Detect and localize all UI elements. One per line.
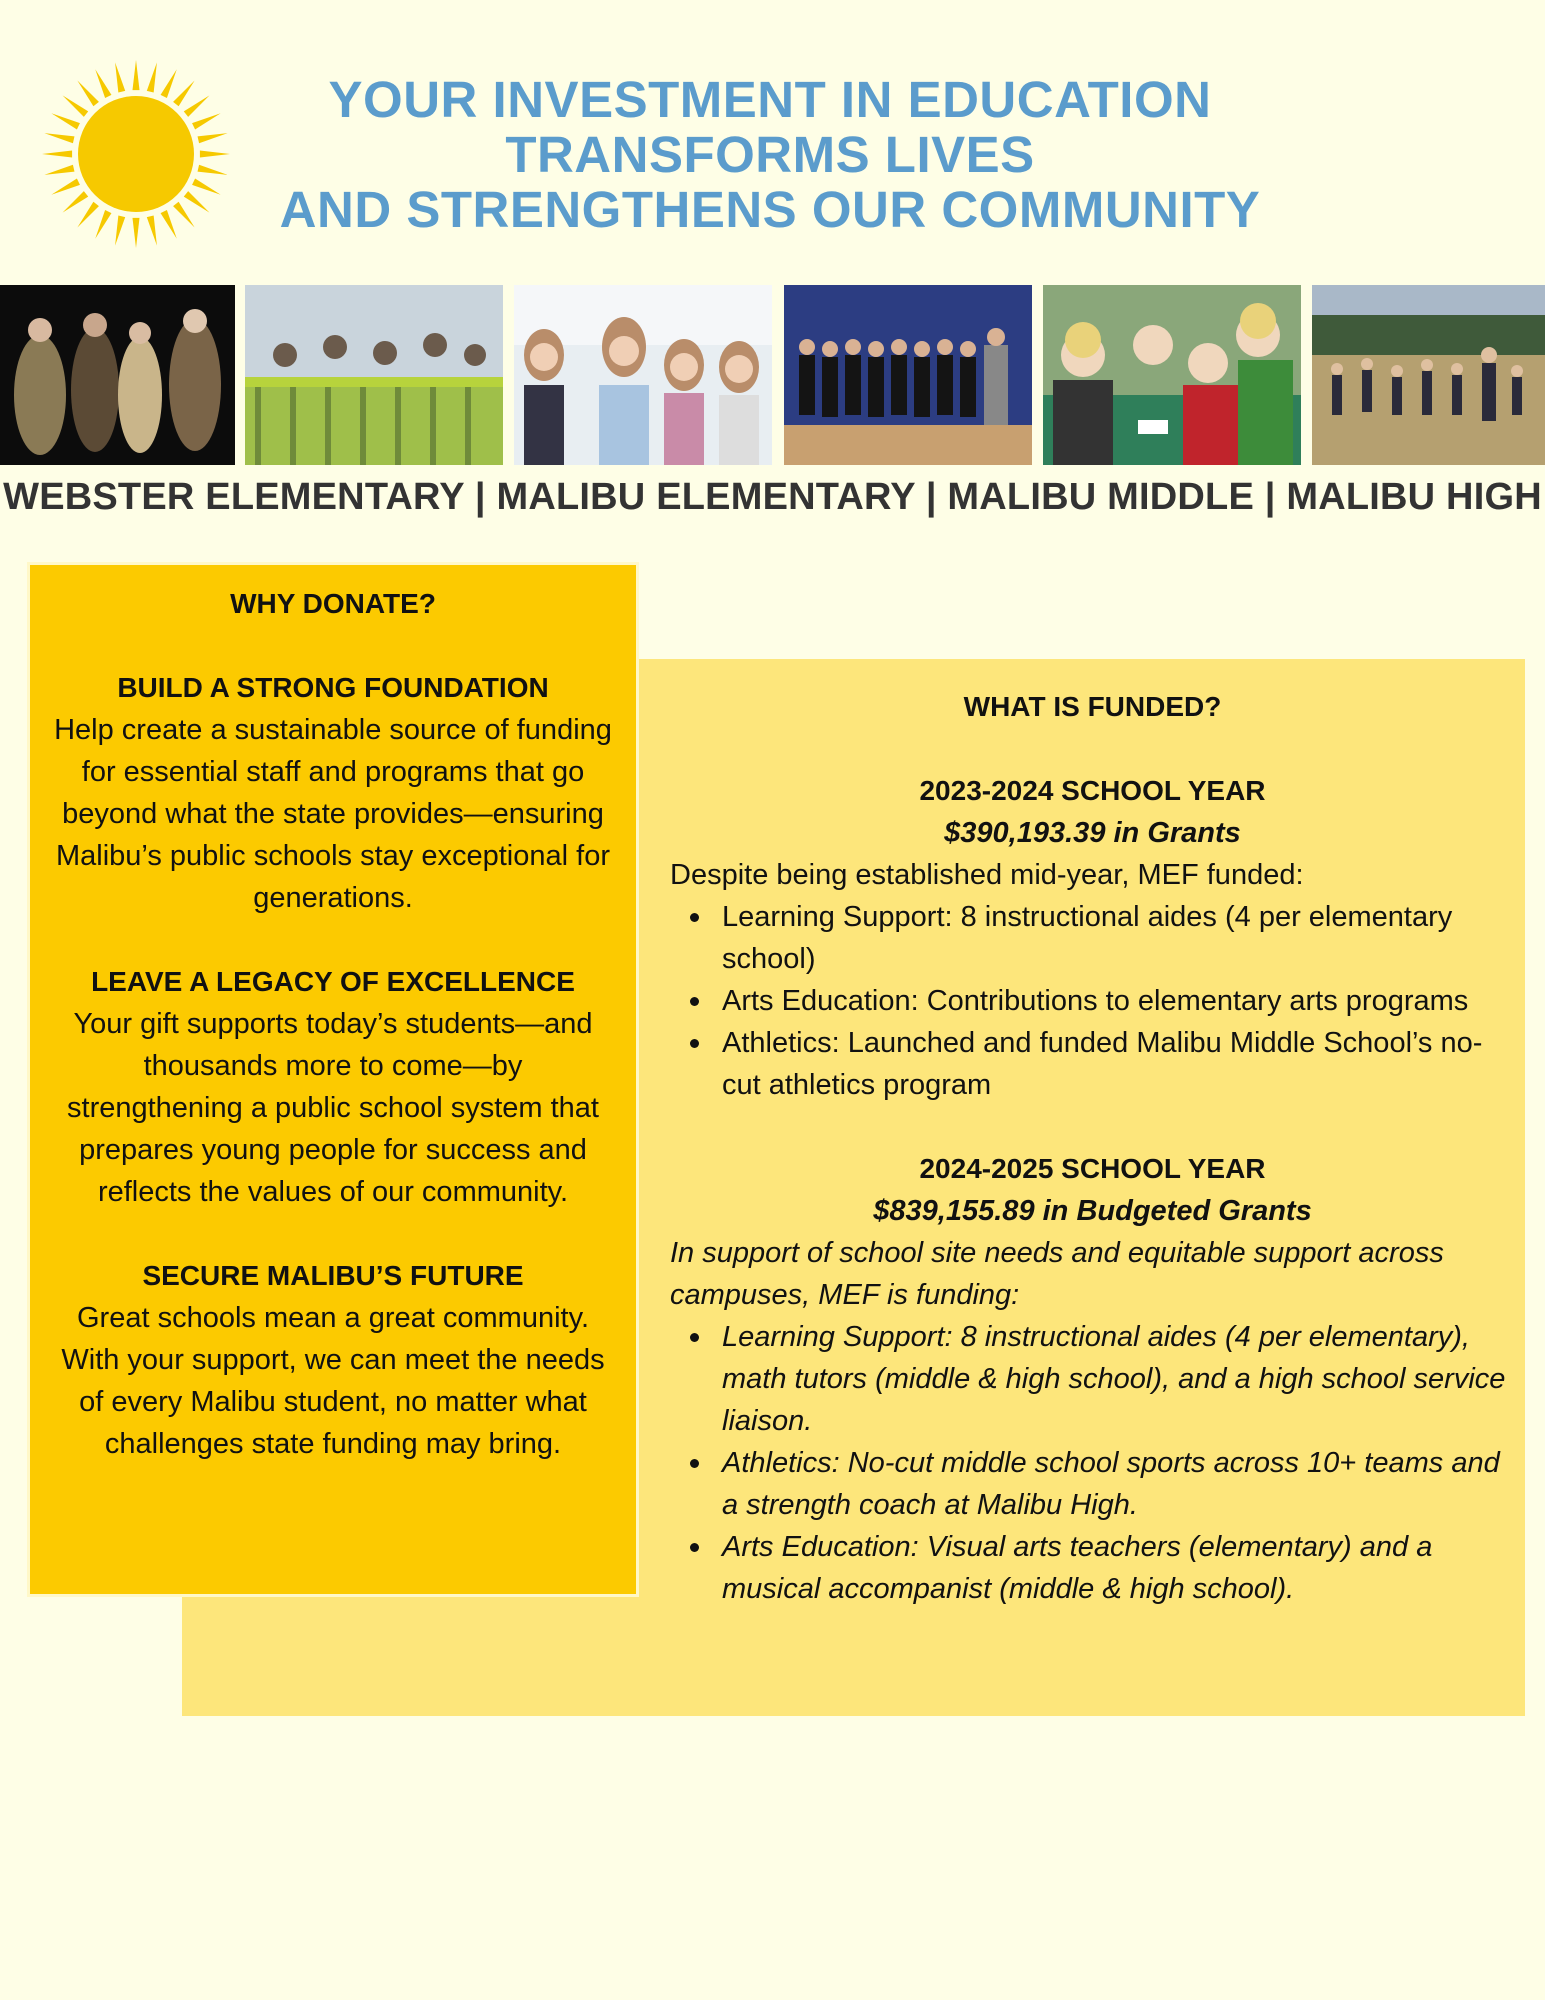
photo-strip: [0, 285, 1545, 465]
list-item: Athletics: Launched and funded Malibu Middle School’s no-cut athletics program: [670, 1022, 1515, 1106]
section-title: LEAVE A LEGACY OF EXCELLENCE: [91, 966, 575, 997]
sun-icon: [40, 58, 232, 250]
grant-amount: $390,193.39 in Grants: [944, 817, 1241, 849]
funded-list: [670, 896, 1515, 1106]
title-line-2: TRANSFORMS LIVES: [505, 126, 1035, 183]
why-donate-panel: [27, 562, 639, 1597]
field-circle-game-photo: [1312, 285, 1545, 465]
schools-list: WEBSTER ELEMENTARY | MALIBU ELEMENTARY | MALIBU MIDDLE | MALIBU HIGH: [3, 476, 1542, 518]
year-title: 2023-2024 SCHOOL YEAR: [919, 775, 1266, 806]
title-line-1: YOUR INVESTMENT IN EDUCATION: [328, 71, 1212, 128]
kids-on-playground-photo: [245, 285, 503, 465]
year-title: 2024-2025 SCHOOL YEAR: [919, 1153, 1266, 1184]
section-title: BUILD A STRONG FOUNDATION: [117, 672, 549, 703]
what-is-funded-content: [670, 686, 1515, 1610]
section-title: SECURE MALIBU’S FUTURE: [142, 1260, 524, 1291]
list-item: Arts Education: Visual arts teachers (elementary) and a musical accompanist (middle & high school).: [670, 1526, 1515, 1610]
year-intro: Despite being established mid-year, MEF funded:: [670, 859, 1304, 891]
page-title: [250, 72, 1290, 237]
section-body: Your gift supports today’s students—and thousands more to come—by strengthening a public school system that prepares young people for success and reflects the values of our community.: [67, 1008, 599, 1208]
list-item: Athletics: No-cut middle school sports across 10+ teams and a strength coach at Malibu High.: [670, 1442, 1515, 1526]
year-intro: In support of school site needs and equitable support across campuses, MEF is funding:: [670, 1237, 1444, 1311]
list-item: Learning Support: 8 instructional aides (4 per elementary school): [670, 896, 1515, 980]
section-body: Great schools mean a great community. With your support, we can meet the needs of every Malibu student, no matter what challenges state funding may bring.: [61, 1302, 605, 1460]
list-item: Learning Support: 8 instructional aides (4 per elementary), math tutors (middle & high school), and a high school service liaison.: [670, 1316, 1515, 1442]
list-item: Arts Education: Contributions to elementary arts programs: [670, 980, 1515, 1022]
funded-list: [670, 1316, 1515, 1610]
title-line-3: AND STRENGTHENS OUR COMMUNITY: [279, 181, 1261, 238]
section-body: Help create a sustainable source of funding for essential staff and programs that go beyond what the state provides—ensuring Malibu’s public schools stay exceptional for generations.: [54, 714, 612, 914]
boys-lunch-table-photo: [1043, 285, 1301, 465]
why-donate-heading: WHY DONATE?: [230, 588, 436, 619]
volleyball-team-photo: [784, 285, 1032, 465]
what-is-funded-heading: WHAT IS FUNDED?: [963, 691, 1222, 722]
theater-performance-photo: [0, 285, 235, 465]
girls-group-photo: [514, 285, 772, 465]
grant-amount: $839,155.89 in Budgeted Grants: [873, 1195, 1312, 1227]
